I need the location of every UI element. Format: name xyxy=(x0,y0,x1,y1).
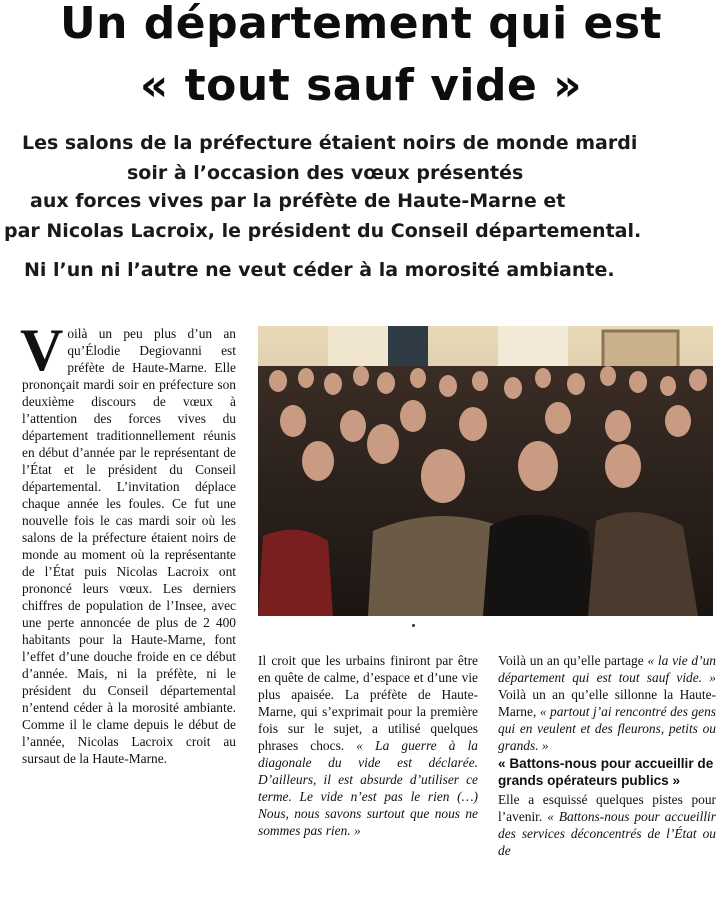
quote-3a: « la vie d’un département qui est tout sauf vide. » xyxy=(498,653,716,685)
intro-line-1: Les salons de la préfecture étaient noirs de monde mardi xyxy=(22,132,638,154)
article-body-1: oilà un peu plus d’un an qu’Élodie Degiovanni est préfète de Haute-Marne. Elle prononçait mardi soir en préfecture son deuxième discours de vœux à l’attention des forces vives du département traditionnellement réunis en début d’année par le représentant de l’État et le président du Conseil départemental. L’invitation déplace chaque année les foules. Ce fut une nouvelle fois le cas mardi soir où les salons de la préfecture étaient noirs de monde au moment où la représentante de l’État puis Nicolas Lacroix ont prononcé leurs vœux. Les derniers chiffres de population de l’Insee, avec une perte annoncée de plus de 2 400 habitants pour la Haute-Marne, font l’effet d’une douche froide en ce début d’année. Mais, ni la préfète, ni le président du Conseil départemental n’entend céder à la morosité ambiante. Comme il le clame depuis le début de l’année, Nicolas Lacroix croit au sursaut de la Haute-Marne. xyxy=(22,326,236,766)
intro-line-5: Ni l’un ni l’autre ne veut céder à la morosité ambiante. xyxy=(24,259,615,281)
quote-3b: « partout j’ai rencontré des gens qui en veulent et des fleurons, petits ou grands. » xyxy=(498,704,716,753)
headline-line-1: Un département qui est xyxy=(59,0,663,49)
separator-dot xyxy=(412,624,415,627)
intro-line-4: par Nicolas Lacroix, le président du Conseil départemental. xyxy=(4,220,642,242)
drop-cap: V xyxy=(20,317,64,383)
intro-line-3: aux forces vives par la préfète de Haute-Marne et xyxy=(30,190,566,212)
article-body-3b: Voilà un an qu’elle sillonne la Haute-Marne, xyxy=(498,687,716,719)
intro-line-2: soir à l’occasion des vœux présentés xyxy=(127,162,524,184)
quote-prefete: « La guerre à la diagonale du vide est déclarée. D’ailleurs, il est absurde d’utiliser ce terme. Le vide n’est pas le rien (…) Nous, nous savons surtout que nous ne sommes pas rien. » xyxy=(258,738,478,838)
article-body-3c: Elle a esquissé quelques pistes pour l’avenir. xyxy=(498,792,716,824)
article-body-3a: Voilà un an qu’elle partage xyxy=(498,653,644,668)
event-photo xyxy=(258,326,713,616)
headline-line-2: « tout sauf vide » xyxy=(139,60,583,111)
section-subhead: « Battons-nous pour accueillir de grands opérateurs publics » xyxy=(498,756,714,788)
article-column-3 xyxy=(498,652,716,859)
article-column-2 xyxy=(258,652,478,839)
quote-3c: « Battons-nous pour accueillir des services déconcentrés de l’État ou de xyxy=(498,809,716,858)
article-column-1 xyxy=(20,317,236,767)
article-body-2: Il croit que les urbains finiront par être en quête de calme, d’espace et d’une vie plus apaisée. La préfète de Haute-Marne, qui s’exprimait pour la première fois sur le sujet, a utilisé quelques phrases chocs. xyxy=(258,653,478,753)
